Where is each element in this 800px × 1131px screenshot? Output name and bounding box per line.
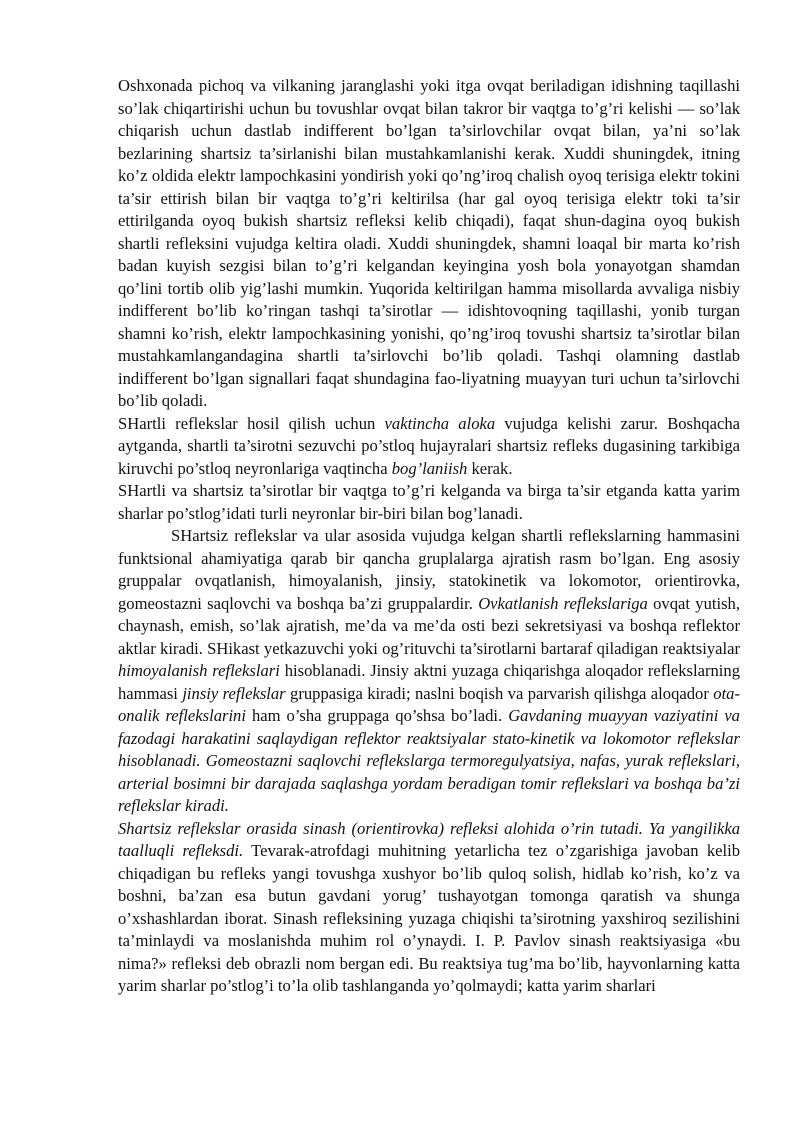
paragraph-1-text: Oshxonada pichoq va vilkaning jaranglashi yoki itga ovqat beriladigan idishning taqillashi so’lak chiqartirishi uchun bu tovushlar ovqat bilan takror bir vaqtga to’g’ri kelishi — so’lak chiqarish uchun dastlab indifferent bo’lgan ta’sirlovchilar ovqat bilan, ya’ni so’lak bezlarining shartsiz ta’sirlanishi bilan mustahkamlanishi kerak. Xuddi shuningdek, itning ko’z oldida elektr lampochkasini yondirish yoki qo’ng’iroq chalish oyoq terisiga elektr tokini ta’sir ettirish bilan bir vaqtga to’g’ri keltirilsa (har gal oyoq terisiga elektr toki ta’sir ettirilganda oyoq bukish shartsiz refleksi kelib chiqadi), faqat shun-dagina oyoq bukish shartli refleksini vujudga keltira oladi. Xuddi shuningdek, shamni loaqal bir marta ko’rish badan kuyish sezgisi bilan to’g’ri kelgandan keyingina yosh bola yonayotgan shamdan qo’lini tortib olib yig’lashi mumkin. Yuqorida keltirilgan hamma misollarda avvaliga nisbiy indifferent bo’lib ko’ringan tashqi ta’sirotlar — idishtovoqning taqillashi, yonib turgan shamni ko’rish, elektr lampochkasining yonishi, qo’ng’iroq tovushi shartsiz ta’sirotlar bilan mustahkamlangandagina shartli ta’sirlovchi bo’lib qoladi. Tashqi olamning dastlab indifferent bo’lgan signallari faqat shundagina fao-liyatning muayyan turi uchun ta’sirlovchi bo’lib qoladi. xyxy=(118,76,740,410)
paragraph-5-text: Tevarak-atrofdagi muhitning yetarlicha tez o’zgarishiga javoban kelib chiqadigan bu refleks yangi tovushga xushyor bo’lib quloq solish, hidlab ko’rish, ko’z va boshni, ba’zan esa butun gavdani yorug’ tushayotgan tomonga qaratish va shunga o’xshashlardan iborat. Sinash refleksining yuzaga chiqishi ta’sirotning yaxshiroq sezilishini ta’minlaydi va moslanishda muhim rol o’ynaydi. I. P. Pavlov sinash reaktsiyasiga «bu nima?» refleksi deb obrazli nom bergan edi. Bu reaktsiya tug’ma bo’lib, hayvonlarning katta yarim sharlar po’stlog’i to’la olib tashlanganda yo’qolmaydi; katta yarim sharlari xyxy=(118,841,740,995)
paragraph-2-text-c: kerak. xyxy=(467,458,513,478)
paragraph-2-term-boglaniish: bog’laniish xyxy=(391,458,468,478)
paragraph-4-text-c: hisoblanadi. Jinsiy aktni yuzaga chiqarishga aloqador reflekslarning hammasi xyxy=(118,661,740,703)
paragraph-4 xyxy=(118,525,740,818)
paragraph-3 xyxy=(118,480,740,525)
paragraph-4-text-b: ovqat yutish, chaynash, emish, so’lak ajratish, me’da va me’da osti bezi sekretsiyasi va boshqa reflektor aktlar kiradi. SHikast yetkazuvchi yoki og’rituvchi ta’sirotlarni bartaraf qiladigan reaktsiyalar xyxy=(118,593,740,658)
paragraph-2 xyxy=(118,413,740,481)
paragraph-5-italic-lead: Shartsiz reflekslar orasida sinash (orientirovka) refleksi alohida o’rin tutadi. Ya yangilikka taalluqli refleksdi. xyxy=(118,818,740,860)
paragraph-4-italic-passage: Gavdaning muayyan vaziyatini va fazodagi harakatini saqlaydigan reflektor reaktsiyalar stato-kinetik va lokomotor reflekslar hisoblanadi. Gomeostazni saqlovchi reflekslarga termoregulyatsiya, nafas, yurak reflekslari, arterial bosimni bir darajada saqlashga yordam beradigan tomir reflekslari va boshqa ba’zi reflekslar kiradi. xyxy=(118,706,740,815)
document-body xyxy=(118,75,740,998)
paragraph-4-term-ota-onalik: ota-onalik reflekslarini xyxy=(118,683,740,725)
paragraph-4-term-himoyalanish: himoyalanish reflekslari xyxy=(118,661,280,680)
paragraph-4-term-ovkatlanish: Ovkatlanish reflekslariga xyxy=(478,593,648,613)
paragraph-2-text-b: vujudga kelishi zarur. Boshqacha aytganda, shartli ta’sirotni sezuvchi po’stloq hujayralari shartsiz refleks dugasining tarkibiga kiruvchi po’stloq neyronlariga vaqtincha xyxy=(118,413,740,478)
paragraph-4-text-d: gruppasiga kiradi; naslni boqish va parvarish qilishga aloqador xyxy=(285,683,714,703)
paragraph-5 xyxy=(118,818,740,998)
paragraph-3-text: SHartli va shartsiz ta’sirotlar bir vaqtga to’g’ri kelganda va birga ta’sir etganda katta yarim sharlar po’stlog’idati turli neyronlar bir-biri bilan bog’lanadi. xyxy=(118,481,740,523)
paragraph-4-text-e: ham o’sha gruppaga qo’shsa bo’ladi. xyxy=(245,706,509,725)
paragraph-2-text-a: SHartli reflekslar hosil qilish uchun xyxy=(118,413,385,433)
paragraph-2-term-vaktincha-aloka: vaktincha aloka xyxy=(384,413,496,433)
paragraph-4-text-a: SHartsiz reflekslar va ular asosida vujudga kelgan shartli reflekslarning hammasini funktsional ahamiyatiga qarab bir qancha gruplalarga ajratish rasm bo’lgan. Eng asosiy gruppalar ovqatlanish, himoyalanish, jinsiy, statokinetik va lokomotor, orientirovka, gomeostazni saqlovchi va boshqa ba’zi gruppalardir. xyxy=(118,526,740,613)
paragraph-1 xyxy=(118,75,740,413)
paragraph-4-term-jinsiy: jinsiy reflekslar xyxy=(182,683,286,703)
